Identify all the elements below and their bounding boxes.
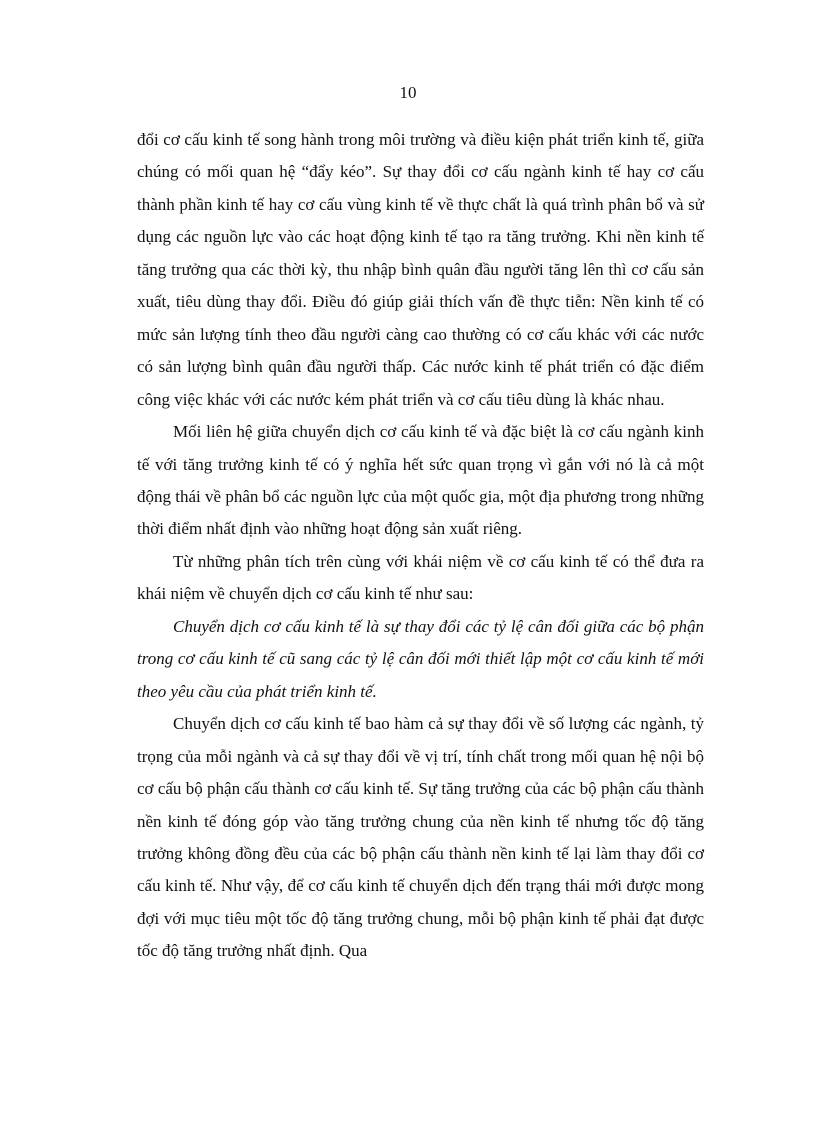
paragraph-2: Mối liên hệ giữa chuyển dịch cơ cấu kinh tế và đặc biệt là cơ cấu ngành kinh tế với tăng trưởng kinh tế có ý nghĩa hết sức quan trọng vì gắn với nó là cả một động thái về phân bổ các nguồn lực của một quốc gia, một địa phương trong những thời điểm nhất định vào những hoạt động sản xuất riêng. bbox=[137, 422, 704, 539]
paragraph-5: Chuyển dịch cơ cấu kinh tế bao hàm cả sự thay đổi về số lượng các ngành, tỷ trọng của mỗi ngành và cả sự thay đổi về vị trí, tính chất trong mối quan hệ nội bộ cơ cấu bộ phận cấu thành cơ cấu kinh tế. Sự tăng trưởng của các bộ phận cấu thành nền kinh tế đóng góp vào tăng trưởng chung của nền kinh tế nhưng tốc độ tăng trưởng không đồng đều của các bộ phận cấu thành nền kinh tế lại làm thay đổi cơ cấu kinh tế. Như vậy, để cơ cấu kinh tế chuyển dịch đến trạng thái mới được mong đợi với mục tiêu một tốc độ tăng trưởng chung, mỗi bộ phận kinh tế phải đạt được tốc độ tăng trưởng nhất định. Qua bbox=[137, 714, 704, 961]
body-text bbox=[137, 124, 704, 968]
paragraph-1: đổi cơ cấu kinh tế song hành trong môi trường và điều kiện phát triển kinh tế, giữa chúng có mối quan hệ “đẩy kéo”. Sự thay đổi cơ cấu ngành kinh tế hay cơ cấu thành phần kinh tế hay cơ cấu vùng kinh tế về thực chất là quá trình phân bổ và sử dụng các nguồn lực vào các hoạt động kinh tế tạo ra tăng trưởng. Khi nền kinh tế tăng trưởng qua các thời kỳ, thu nhập bình quân đầu người tăng lên thì cơ cấu sản xuất, tiêu dùng thay đổi. Điều đó giúp giải thích vấn đề thực tiễn: Nền kinh tế có mức sản lượng tính theo đầu người càng cao thường có cơ cấu khác với các nước có sản lượng bình quân đầu người thấp. Các nước kinh tế phát triển có đặc điểm công việc khác với các nước kém phát triển và cơ cấu tiêu dùng là khác nhau. bbox=[137, 130, 704, 409]
definition-paragraph: Chuyển dịch cơ cấu kinh tế là sự thay đổi các tỷ lệ cân đối giữa các bộ phận trong cơ cấu kinh tế cũ sang các tỷ lệ cân đối mới thiết lập một cơ cấu kinh tế mới theo yêu cầu của phát triển kinh tế. bbox=[137, 616, 704, 701]
page-number: 10 bbox=[399, 83, 417, 102]
paragraph-3: Từ những phân tích trên cùng với khái niệm về cơ cấu kinh tế có thể đưa ra khái niệm về chuyển dịch cơ cấu kinh tế như sau: bbox=[137, 551, 704, 604]
